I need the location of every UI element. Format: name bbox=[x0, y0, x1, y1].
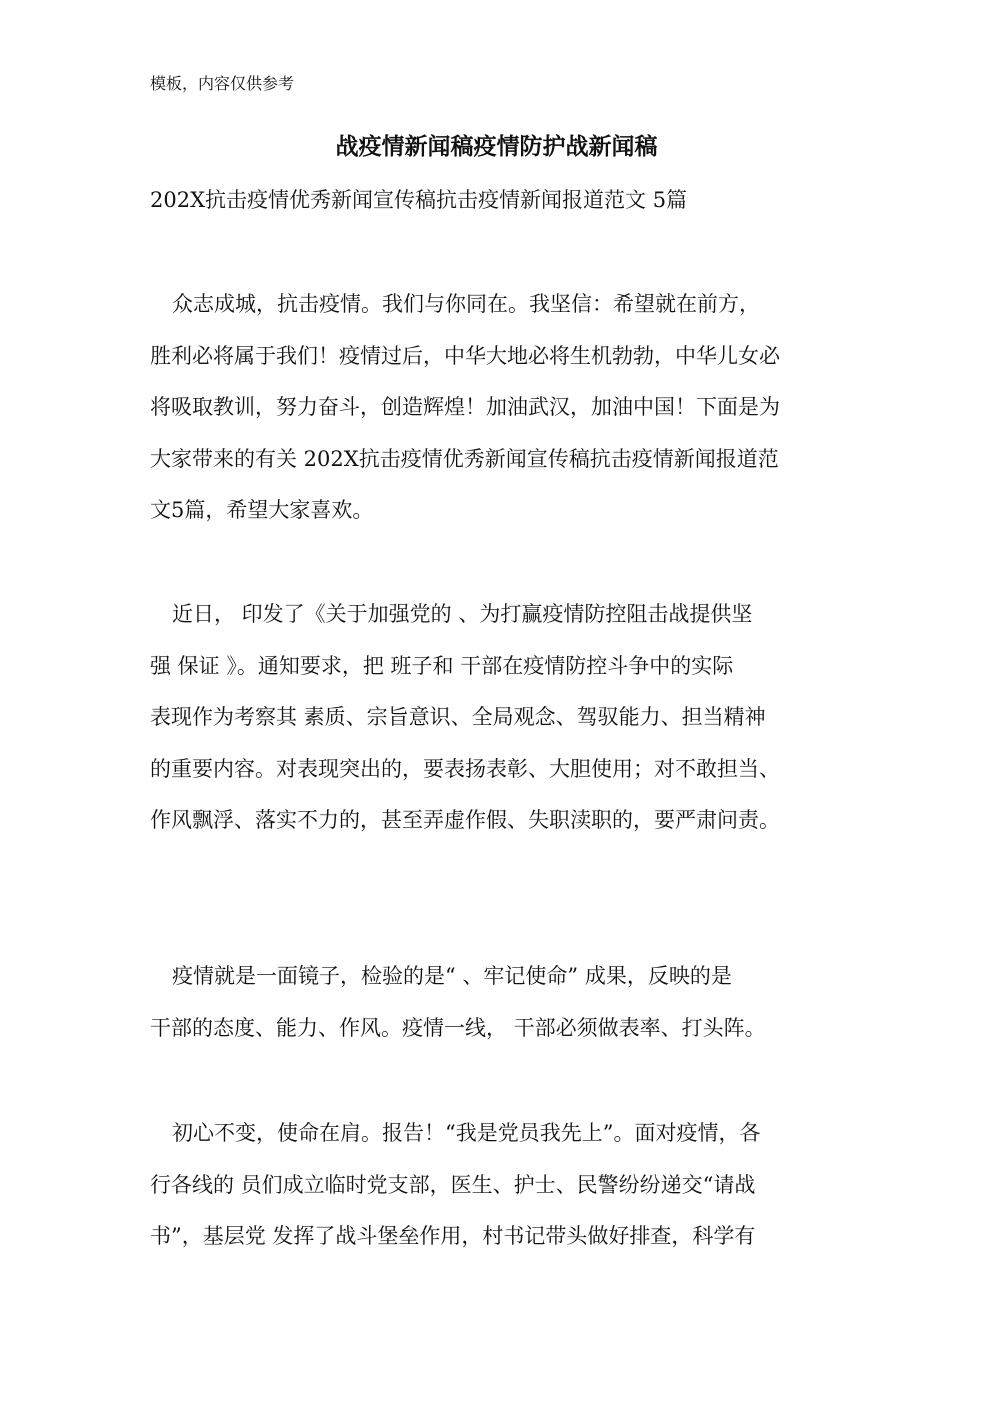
paragraph-line: 疫情就是一面镜子，检验的是“ 、牢记使命” 成果，反映的是 bbox=[172, 964, 732, 988]
paragraph-line: 的重要内容。对表现突出的，要表扬表彰、大胆使用；对不敢担当、 bbox=[150, 756, 780, 781]
paragraph-line: 书”，基层党 发挥了战斗堡垒作用，村书记带头做好排查，科学有 bbox=[150, 1224, 756, 1248]
document-subtitle: 202X抗击疫情优秀新闻宣传稿抗击疫情新闻报道范文 5篇 bbox=[150, 188, 688, 212]
paragraph-line: 强 保证 》。通知要求，把 班子和 干部在疫情防控斗争中的实际 bbox=[150, 653, 734, 678]
paragraph-line: 文5篇，希望大家喜欢。 bbox=[150, 498, 374, 522]
paragraph-line: 胜利必将属于我们！疫情过后，中华大地必将生机勃勃，中华儿女必 bbox=[150, 343, 780, 368]
paragraph-line: 作风飘浮、落实不力的，甚至弄虚作假、失职渎职的，要严肃问责。 bbox=[150, 808, 780, 832]
paragraph-line: 大家带来的有关 202X抗击疫情优秀新闻宣传稿抗击疫情新闻报道范 bbox=[150, 446, 779, 471]
paragraph-line: 初心不变，使命在肩。报告！“我是党员我先上”。面对疫情，各 bbox=[172, 1121, 761, 1145]
paragraph-intro bbox=[150, 279, 840, 537]
paragraph-line: 行各线的 员们成立临时党支部，医生、护士、民警纷纷递交“请战 bbox=[150, 1172, 756, 1197]
paragraph-mirror bbox=[150, 951, 840, 1054]
paragraph-line: 干部的态度、能力、作风。疫情一线， 干部必须做表率、打头阵。 bbox=[150, 1015, 766, 1040]
paragraph-line: 表现作为考察其 素质、宗旨意识、全局观念、驾驭能力、担当精神 bbox=[150, 705, 766, 729]
paragraph-mission bbox=[150, 1108, 840, 1263]
document-title: 战疫情新闻稿疫情防护战新闻稿 bbox=[335, 133, 658, 160]
paragraph-line: 众志成城，抗击疫情。我们与你同在。我坚信：希望就在前方， bbox=[172, 292, 760, 316]
paragraph-notice bbox=[150, 589, 840, 847]
header-note: 模板，内容仅供参考 bbox=[150, 74, 295, 93]
paragraph-line: 将吸取教训，努力奋斗，创造辉煌！加油武汉，加油中国！下面是为 bbox=[150, 395, 780, 419]
paragraph-line: 近日， 印发了《关于加强党的 、为打赢疫情防控阻击战提供坚 bbox=[172, 602, 753, 626]
